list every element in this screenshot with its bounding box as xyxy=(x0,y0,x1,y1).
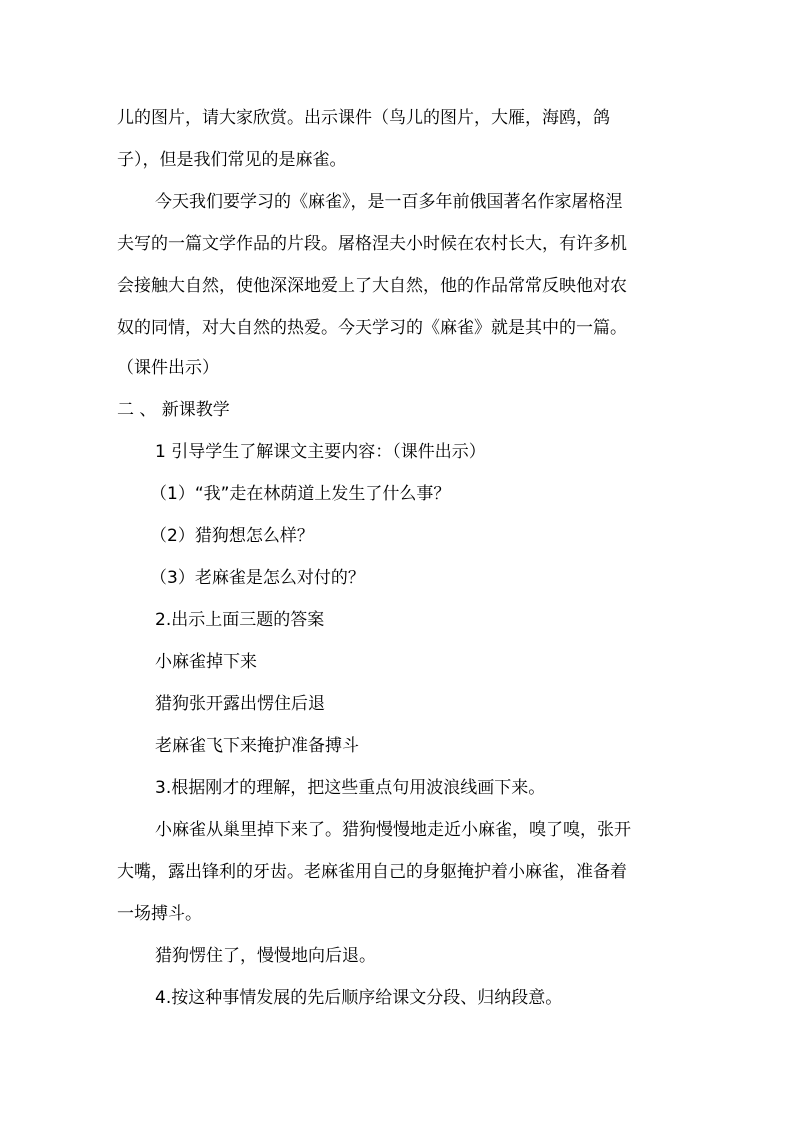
instruction-1: 1 引导学生了解课文主要内容：（课件出示） xyxy=(155,442,486,462)
answer-1: 小麻雀掉下来 xyxy=(155,652,257,672)
passage-line-2: 大嘴，露出锋利的牙齿。老麻雀用自己的身躯掩护着小麻雀，准备着 xyxy=(117,862,627,882)
answer-3: 老麻雀飞下来掩护准备搏斗 xyxy=(155,736,359,756)
section-heading: 二 、 新课教学 xyxy=(117,400,230,420)
question-2: （2）猎狗想怎么样？ xyxy=(150,526,314,546)
paragraph-line-6: 奴的同情，对大自然的热爱。今天学习的《麻雀》就是其中的一篇。 xyxy=(117,318,627,338)
instruction-4: 4.按这种事情发展的先后顺序给课文分段、归纳段意。 xyxy=(155,988,563,1008)
paragraph-line-3: 今天我们要学习的《麻雀》，是一百多年前俄国著名作家屠格涅 xyxy=(155,192,623,212)
passage-line-1: 小麻雀从巢里掉下来了。猎狗慢慢地走近小麻雀，嗅了嗅，张开 xyxy=(155,820,631,840)
instruction-3: 3.根据刚才的理解，把这些重点句用波浪线画下来。 xyxy=(155,778,546,798)
answer-2: 猎狗张开露出愣住后退 xyxy=(155,694,325,714)
passage-line-4: 猎狗愣住了，慢慢地向后退。 xyxy=(155,946,376,966)
paragraph-line-4: 夫写的一篇文学作品的片段。屠格涅夫小时候在农村长大，有许多机 xyxy=(117,234,627,254)
paragraph-line-5: 会接触大自然，使他深深地爱上了大自然，他的作品常常反映他对农 xyxy=(117,276,627,296)
paragraph-line-7: （课件出示） xyxy=(117,358,219,378)
instruction-2: 2.出示上面三题的答案 xyxy=(155,610,325,630)
paragraph-line-2: 子），但是我们常见的是麻雀。 xyxy=(117,150,347,170)
question-1: （1）“我”走在林荫道上发生了什么事？ xyxy=(150,484,451,504)
question-3: （3）老麻雀是怎么对付的？ xyxy=(150,568,365,588)
passage-line-3: 一场搏斗。 xyxy=(117,904,202,924)
paragraph-line-1: 儿的图片，请大家欣赏。出示课件（鸟儿的图片，大雁，海鸥，鸽 xyxy=(117,108,610,128)
